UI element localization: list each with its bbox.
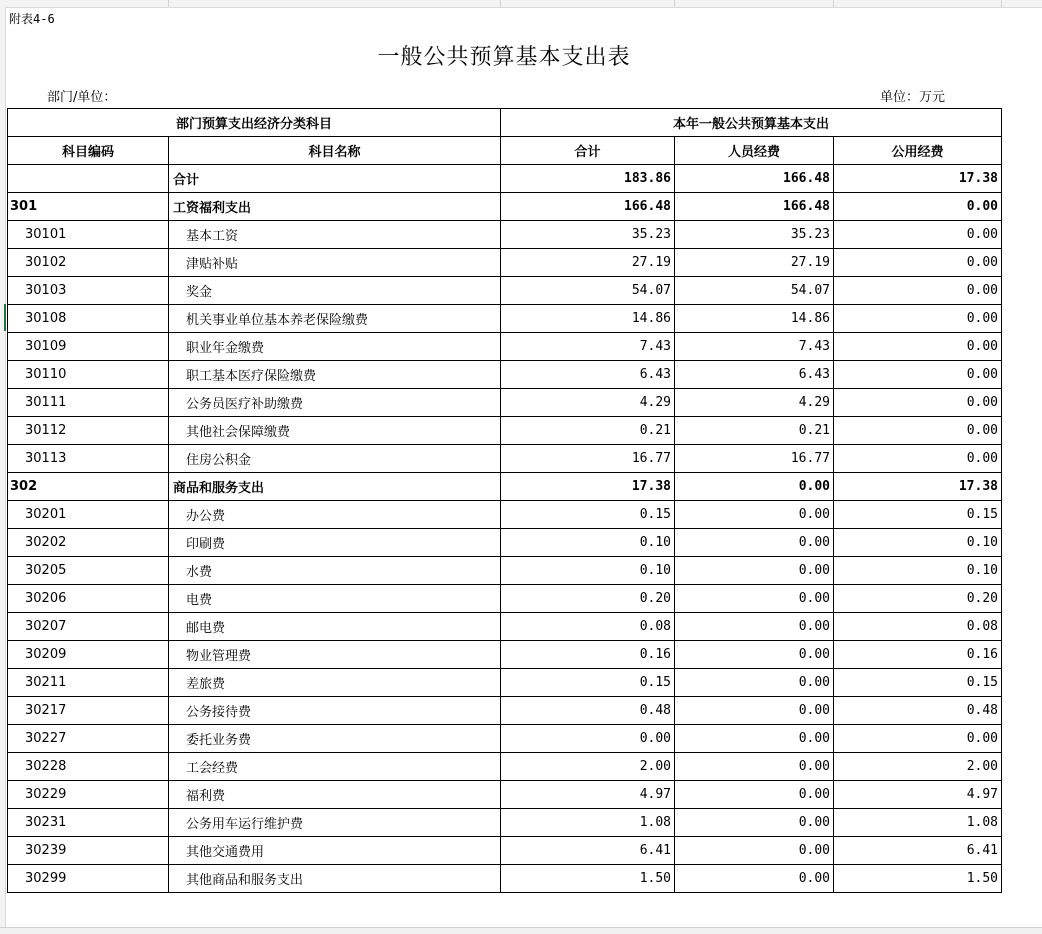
column-header-strip xyxy=(0,0,1042,8)
row-personnel-cell[interactable]: 16.77 xyxy=(675,445,834,473)
row-code-cell[interactable]: 30110 xyxy=(8,361,169,389)
row-public-cell[interactable]: 0.00 xyxy=(834,389,1002,417)
row-public-cell[interactable]: 0.00 xyxy=(834,445,1002,473)
row-code-cell[interactable]: 30109 xyxy=(8,333,169,361)
header-personnel[interactable]: 人员经费 xyxy=(675,137,834,165)
budget-table xyxy=(7,108,1002,893)
row-total-cell[interactable]: 0.21 xyxy=(501,417,675,445)
row-name-cell[interactable]: 职业年金缴费 xyxy=(169,333,501,361)
row-code-cell[interactable]: 30217 xyxy=(8,697,169,725)
table-row xyxy=(8,193,1002,221)
row-personnel-cell[interactable]: 0.00 xyxy=(675,725,834,753)
row-name-cell[interactable]: 公务员医疗补助缴费 xyxy=(169,389,501,417)
table-row xyxy=(8,361,1002,389)
row-name-cell[interactable]: 邮电费 xyxy=(169,613,501,641)
row-total-cell[interactable]: 16.77 xyxy=(501,445,675,473)
row-public-cell[interactable]: 0.16 xyxy=(834,641,1002,669)
row-code-cell[interactable]: 30111 xyxy=(8,389,169,417)
row-name-cell[interactable]: 电费 xyxy=(169,585,501,613)
row-public-cell[interactable]: 0.10 xyxy=(834,557,1002,585)
row-total-cell[interactable]: 0.10 xyxy=(501,557,675,585)
row-public-cell[interactable]: 0.00 xyxy=(834,725,1002,753)
row-code-cell[interactable]: 30103 xyxy=(8,277,169,305)
row-personnel-cell[interactable]: 14.86 xyxy=(675,305,834,333)
row-public-cell[interactable]: 0.00 xyxy=(834,221,1002,249)
row-total-cell[interactable]: 0.10 xyxy=(501,529,675,557)
row-name-cell[interactable]: 公务接待费 xyxy=(169,697,501,725)
table-row xyxy=(8,529,1002,557)
table-row xyxy=(8,221,1002,249)
table-row xyxy=(8,473,1002,501)
row-total-cell[interactable]: 0.48 xyxy=(501,697,675,725)
row-name-cell[interactable]: 其他交通费用 xyxy=(169,837,501,865)
row-personnel-cell[interactable]: 166.48 xyxy=(675,193,834,221)
row-public-cell[interactable]: 2.00 xyxy=(834,753,1002,781)
row-code-cell[interactable]: 30102 xyxy=(8,249,169,277)
row-name-cell[interactable]: 委托业务费 xyxy=(169,725,501,753)
page-title: 一般公共预算基本支出表 xyxy=(377,45,631,70)
row-code-cell[interactable]: 30206 xyxy=(8,585,169,613)
row-name-cell[interactable]: 福利费 xyxy=(169,781,501,809)
table-row xyxy=(8,837,1002,865)
row-personnel-cell[interactable]: 0.00 xyxy=(675,753,834,781)
row-public-cell[interactable]: 0.00 xyxy=(834,193,1002,221)
row-personnel-cell[interactable]: 0.00 xyxy=(675,641,834,669)
row-total-cell[interactable]: 14.86 xyxy=(501,305,675,333)
header-row xyxy=(8,137,1002,165)
row-total-cell[interactable]: 0.15 xyxy=(501,501,675,529)
row-public-cell[interactable]: 0.00 xyxy=(834,361,1002,389)
row-public-cell[interactable]: 0.15 xyxy=(834,669,1002,697)
row-total-cell[interactable]: 54.07 xyxy=(501,277,675,305)
row-personnel-cell[interactable]: 7.43 xyxy=(675,333,834,361)
row-public-cell[interactable]: 17.38 xyxy=(834,165,1002,193)
table-row xyxy=(8,585,1002,613)
row-name-cell[interactable]: 差旅费 xyxy=(169,669,501,697)
table-row xyxy=(8,641,1002,669)
row-personnel-cell[interactable]: 35.23 xyxy=(675,221,834,249)
table-row xyxy=(8,557,1002,585)
row-total-cell[interactable]: 0.16 xyxy=(501,641,675,669)
table-row xyxy=(8,333,1002,361)
row-public-cell[interactable]: 0.08 xyxy=(834,613,1002,641)
unit-label: 单位：万元 xyxy=(880,90,946,105)
row-code-cell[interactable]: 30227 xyxy=(8,725,169,753)
row-total-cell[interactable]: 4.29 xyxy=(501,389,675,417)
row-name-cell[interactable]: 基本工资 xyxy=(169,221,501,249)
header-group-right[interactable]: 本年一般公共预算基本支出 xyxy=(501,109,1002,137)
table-row xyxy=(8,277,1002,305)
column-divider xyxy=(833,0,834,7)
row-total-cell[interactable]: 27.19 xyxy=(501,249,675,277)
row-total-cell[interactable]: 1.08 xyxy=(501,809,675,837)
row-personnel-cell[interactable]: 0.00 xyxy=(675,529,834,557)
table-row xyxy=(8,389,1002,417)
row-personnel-cell[interactable]: 4.29 xyxy=(675,389,834,417)
row-code-cell[interactable]: 30112 xyxy=(8,417,169,445)
active-row-marker xyxy=(4,304,6,331)
column-divider xyxy=(1001,0,1002,7)
row-code-cell[interactable]: 30207 xyxy=(8,613,169,641)
row-name-cell[interactable]: 其他商品和服务支出 xyxy=(169,865,501,893)
row-code-cell[interactable]: 30209 xyxy=(8,641,169,669)
row-code-cell[interactable]: 30229 xyxy=(8,781,169,809)
header-group-left[interactable]: 部门预算支出经济分类科目 xyxy=(8,109,501,137)
row-personnel-cell[interactable]: 0.00 xyxy=(675,837,834,865)
table-row xyxy=(8,417,1002,445)
table-row xyxy=(8,305,1002,333)
row-code-cell[interactable]: 30202 xyxy=(8,529,169,557)
row-personnel-cell[interactable]: 166.48 xyxy=(675,165,834,193)
row-code-cell[interactable]: 30239 xyxy=(8,837,169,865)
row-personnel-cell[interactable]: 54.07 xyxy=(675,277,834,305)
row-public-cell[interactable]: 0.20 xyxy=(834,585,1002,613)
row-code-cell[interactable]: 30211 xyxy=(8,669,169,697)
row-total-cell[interactable]: 6.43 xyxy=(501,361,675,389)
row-code-cell[interactable]: 30205 xyxy=(8,557,169,585)
row-total-cell[interactable]: 4.97 xyxy=(501,781,675,809)
dept-label: 部门/单位： xyxy=(47,90,117,105)
row-personnel-cell[interactable]: 0.00 xyxy=(675,585,834,613)
row-header-strip xyxy=(0,7,6,933)
row-personnel-cell[interactable]: 0.00 xyxy=(675,669,834,697)
row-personnel-cell[interactable]: 0.00 xyxy=(675,697,834,725)
row-code-cell[interactable]: 30113 xyxy=(8,445,169,473)
header-name[interactable]: 科目名称 xyxy=(169,137,501,165)
row-code-cell[interactable]: 30108 xyxy=(8,305,169,333)
row-personnel-cell[interactable]: 0.00 xyxy=(675,557,834,585)
row-public-cell[interactable]: 0.10 xyxy=(834,529,1002,557)
column-divider xyxy=(500,0,501,7)
row-name-cell[interactable]: 办公费 xyxy=(169,501,501,529)
row-name-cell[interactable]: 工资福利支出 xyxy=(169,193,501,221)
header-code[interactable]: 科目编码 xyxy=(8,137,169,165)
table-row xyxy=(8,865,1002,893)
row-code-cell[interactable]: 30201 xyxy=(8,501,169,529)
row-personnel-cell[interactable]: 0.00 xyxy=(675,781,834,809)
row-public-cell[interactable]: 0.00 xyxy=(834,417,1002,445)
table-row xyxy=(8,781,1002,809)
row-personnel-cell[interactable]: 6.43 xyxy=(675,361,834,389)
row-code-cell[interactable]: 30228 xyxy=(8,753,169,781)
row-public-cell[interactable]: 1.50 xyxy=(834,865,1002,893)
row-total-cell[interactable]: 0.00 xyxy=(501,725,675,753)
table-row xyxy=(8,669,1002,697)
row-public-cell[interactable]: 0.48 xyxy=(834,697,1002,725)
column-divider xyxy=(168,0,169,7)
row-total-cell[interactable]: 2.00 xyxy=(501,753,675,781)
table-row xyxy=(8,445,1002,473)
row-public-cell[interactable]: 0.15 xyxy=(834,501,1002,529)
row-name-cell[interactable]: 津贴补贴 xyxy=(169,249,501,277)
row-name-cell[interactable]: 其他社会保障缴费 xyxy=(169,417,501,445)
row-public-cell[interactable]: 0.00 xyxy=(834,249,1002,277)
row-total-cell[interactable]: 1.50 xyxy=(501,865,675,893)
row-code-cell[interactable]: 301 xyxy=(8,193,169,221)
header-total[interactable]: 合计 xyxy=(501,137,675,165)
row-code-cell[interactable]: 30299 xyxy=(8,865,169,893)
row-name-cell[interactable]: 商品和服务支出 xyxy=(169,473,501,501)
row-public-cell[interactable]: 4.97 xyxy=(834,781,1002,809)
row-code-cell[interactable]: 30231 xyxy=(8,809,169,837)
row-total-cell[interactable]: 0.20 xyxy=(501,585,675,613)
row-code-cell[interactable] xyxy=(8,165,169,193)
table-row xyxy=(8,501,1002,529)
row-name-cell[interactable]: 工会经费 xyxy=(169,753,501,781)
row-total-cell[interactable]: 183.86 xyxy=(501,165,675,193)
row-personnel-cell[interactable]: 0.00 xyxy=(675,613,834,641)
column-divider xyxy=(674,0,675,7)
table-row xyxy=(8,725,1002,753)
header-public[interactable]: 公用经费 xyxy=(834,137,1002,165)
row-name-cell[interactable]: 住房公积金 xyxy=(169,445,501,473)
row-personnel-cell[interactable]: 0.00 xyxy=(675,865,834,893)
header-group-row xyxy=(8,109,1002,137)
row-total-cell[interactable]: 17.38 xyxy=(501,473,675,501)
table-row xyxy=(8,753,1002,781)
row-name-cell[interactable]: 机关事业单位基本养老保险缴费 xyxy=(169,305,501,333)
table-row xyxy=(8,613,1002,641)
table-row xyxy=(8,809,1002,837)
row-name-cell[interactable]: 奖金 xyxy=(169,277,501,305)
row-total-cell[interactable]: 166.48 xyxy=(501,193,675,221)
row-name-cell[interactable]: 水费 xyxy=(169,557,501,585)
row-personnel-cell[interactable]: 27.19 xyxy=(675,249,834,277)
row-name-cell[interactable]: 合计 xyxy=(169,165,501,193)
row-total-cell[interactable]: 35.23 xyxy=(501,221,675,249)
row-code-cell[interactable]: 30101 xyxy=(8,221,169,249)
row-name-cell[interactable]: 职工基本医疗保险缴费 xyxy=(169,361,501,389)
table-row xyxy=(8,249,1002,277)
row-total-cell[interactable]: 0.15 xyxy=(501,669,675,697)
row-name-cell[interactable]: 印刷费 xyxy=(169,529,501,557)
row-public-cell[interactable]: 6.41 xyxy=(834,837,1002,865)
row-name-cell[interactable]: 物业管理费 xyxy=(169,641,501,669)
row-total-cell[interactable]: 7.43 xyxy=(501,333,675,361)
row-personnel-cell[interactable]: 0.21 xyxy=(675,417,834,445)
table-row xyxy=(8,165,1002,193)
row-name-cell[interactable]: 公务用车运行维护费 xyxy=(169,809,501,837)
row-personnel-cell[interactable]: 0.00 xyxy=(675,501,834,529)
table-row xyxy=(8,697,1002,725)
row-public-cell[interactable]: 1.08 xyxy=(834,809,1002,837)
row-personnel-cell[interactable]: 0.00 xyxy=(675,809,834,837)
annex-label: 附表4-6 xyxy=(9,12,55,26)
row-public-cell[interactable]: 0.00 xyxy=(834,305,1002,333)
row-public-cell[interactable]: 0.00 xyxy=(834,333,1002,361)
row-total-cell[interactable]: 0.08 xyxy=(501,613,675,641)
row-personnel-cell[interactable]: 0.00 xyxy=(675,473,834,501)
row-total-cell[interactable]: 6.41 xyxy=(501,837,675,865)
row-public-cell[interactable]: 17.38 xyxy=(834,473,1002,501)
row-code-cell[interactable]: 302 xyxy=(8,473,169,501)
row-public-cell[interactable]: 0.00 xyxy=(834,277,1002,305)
